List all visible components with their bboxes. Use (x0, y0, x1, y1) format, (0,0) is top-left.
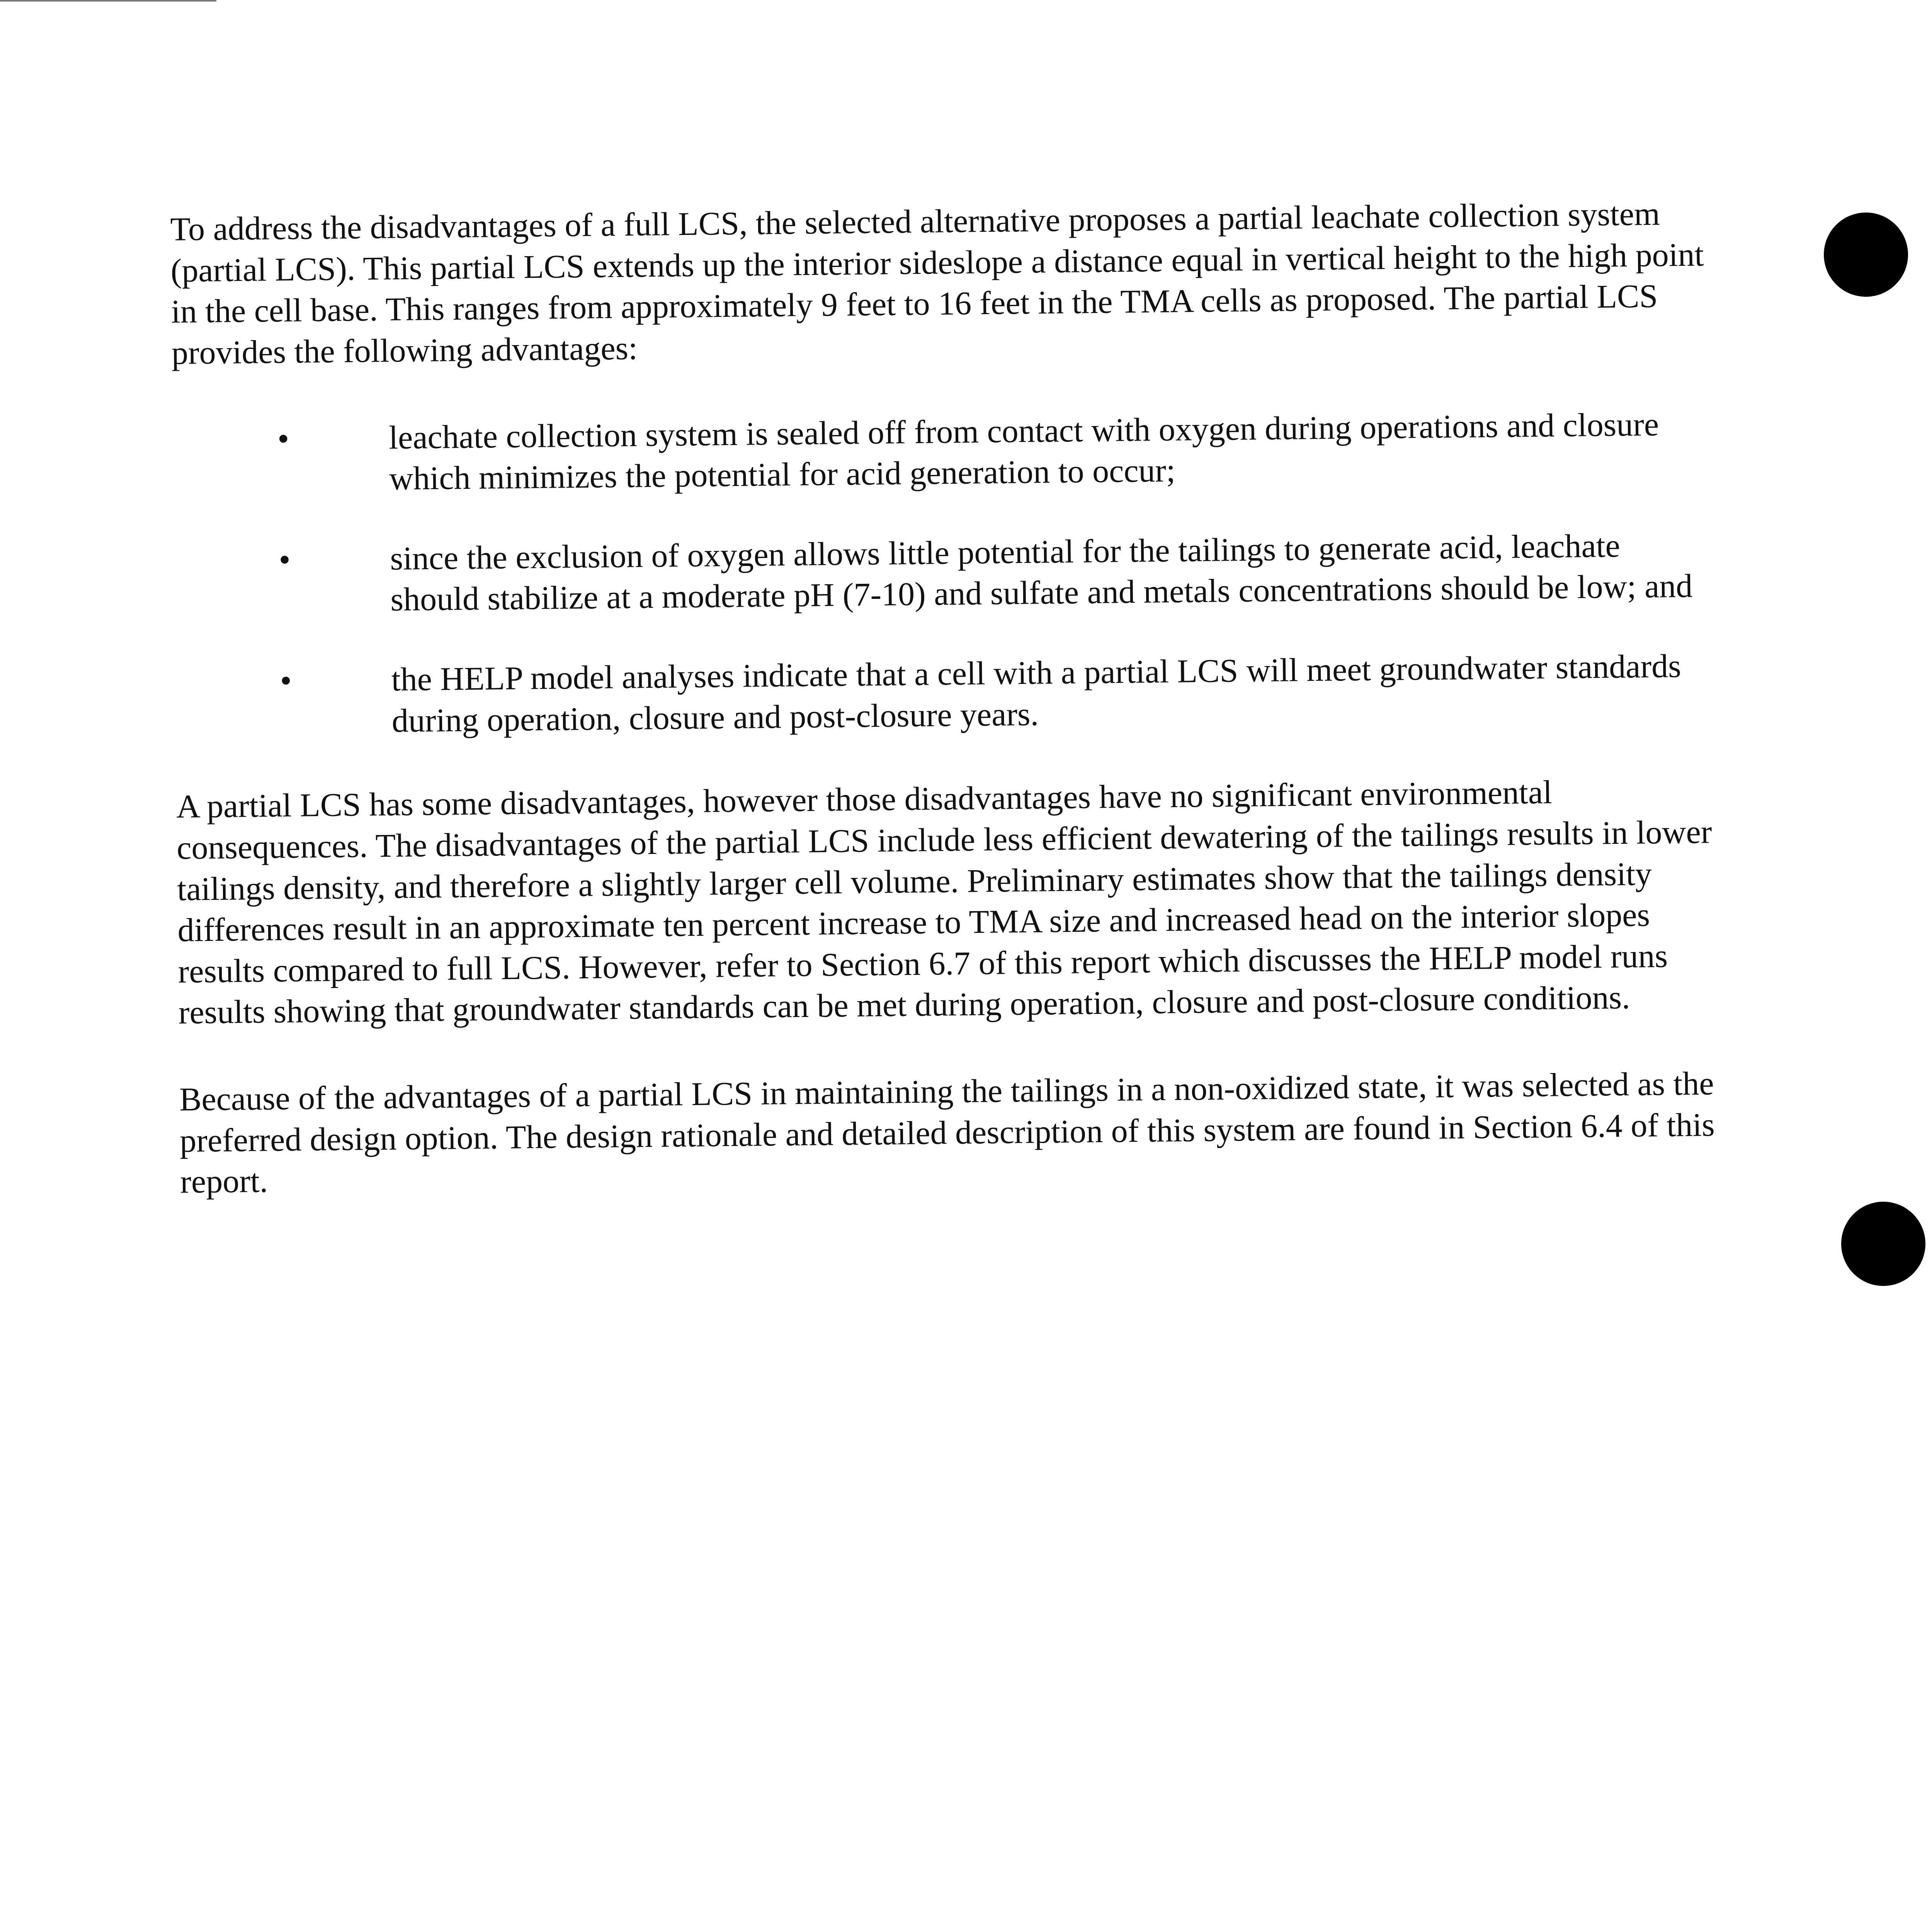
list-item-text: since the exclusion of oxygen allows little potential for the tailings to generate acid, leachate should stabilize at a moderate pH (7-10) and sulfate and metals concentrations should be low; and (390, 527, 1693, 618)
body-text (170, 192, 1719, 1248)
disadvantages-paragraph: A partial LCS has some disadvantages, however those disadvantages have no significant environmental consequences. The disadvantages of the partial LCS include less efficient dewatering of the tailings results in lower tailings density, and therefore a slightly larger cell volume. Preliminary estimates show that the tailings density differences result in an approximate ten percent increase to TMA size and increased head on the interior slopes results compared to full LCS. However, refer to Section 6.7 of this report which discusses the HELP model runs results showing that groundwater standards can be met during operation, closure and post-closure conditions. (176, 773, 1712, 1031)
bullet-icon: • (280, 662, 292, 699)
scan-edge-line (0, 0, 216, 2)
punch-hole-middle (1841, 1202, 1925, 1286)
list-item-text: the HELP model analyses indicate that a cell with a partial LCS will meet groundwater standards during operation, closure and post-closure years. (391, 647, 1682, 739)
advantages-list (172, 403, 1714, 743)
list-item (172, 403, 1711, 502)
list-item (173, 524, 1712, 622)
punch-hole-top (1824, 213, 1908, 297)
list-item-text: leachate collection system is sealed off from contact with oxygen during operations and closure which minimizes the potential for acid generation to occur; (388, 405, 1659, 497)
bullet-icon: • (279, 541, 291, 578)
intro-paragraph: To address the disadvantages of a full LCS, the selected alternative proposes a partial leachate collection system (partial LCS). This partial LCS extends up the interior sideslope a distance equal in vertical height to the high point in the cell base. This ranges from approximately 9 feet to 16 feet in the TMA cells as proposed. The partial LCS provides the following advantages: (170, 195, 1704, 371)
bullet-icon: • (277, 420, 289, 457)
list-item (175, 645, 1713, 743)
conclusion-paragraph: Because of the advantages of a partial LCS in maintaining the tailings in a non-oxidized state, it was selected as the preferred design option. The design rationale and detailed description of this system are found in Section 6.4 of this report. (179, 1065, 1715, 1201)
